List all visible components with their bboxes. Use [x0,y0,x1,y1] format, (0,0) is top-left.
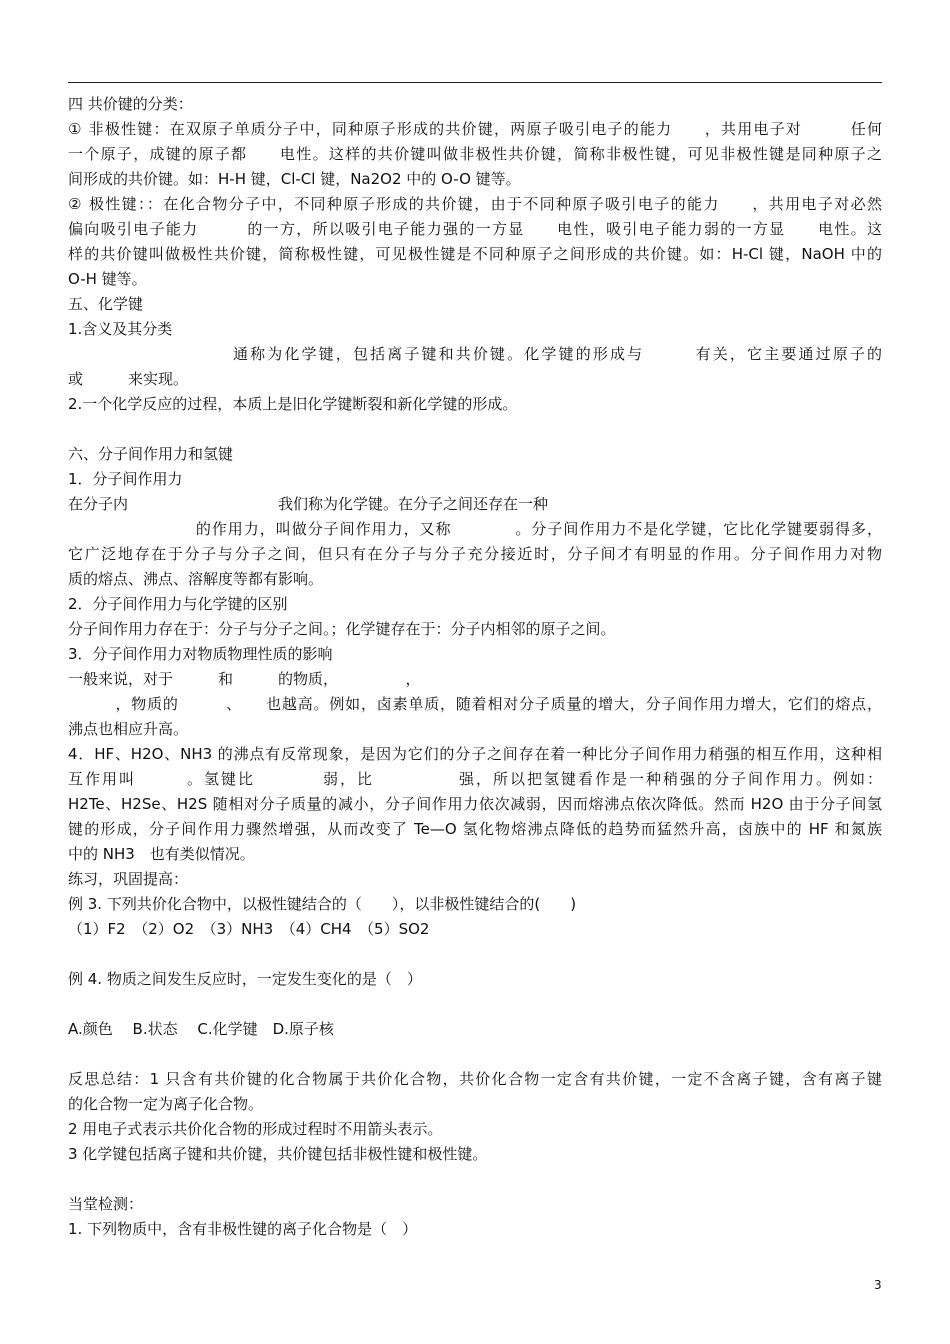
blank-line [68,1042,882,1067]
text-line: 2.一个化学反应的过程，本质上是旧化学键断裂和新化学键的形成。 [68,395,518,413]
text-line: 间形成的共价键。如：H-H 键，Cl-Cl 键，Na2O2 中的 O-O 键等。 [68,170,521,188]
text-line: 1.含义及其分类 [68,320,173,338]
blank-line [68,942,882,967]
blank-line [68,992,882,1017]
blank-line [68,1167,882,1192]
text-line: 1. 下列物质中，含有非极性键的离子化合物是（ ） [68,1220,418,1238]
document-body [68,92,882,1242]
text-line: 当堂检测： [68,1195,144,1213]
text-line: 六、分子间作用力和氢键 [68,445,234,463]
text-line: 的化合物一定为离子化合物。 [68,1095,264,1113]
text-line: 4．HF、H2O、NH3 的沸点有反常现象，是因为它们的分子之间存在着一种比分子间作用力稍强的相互作用，这种相 [68,745,882,763]
text-line: 样的共价键叫做极性共价键，简称极性键，可见极性键是不同种原子之间形成的共价键。如：H-Cl 键，NaOH 中的 [68,245,882,263]
text-line: 中的 NH3 也有类似情况。 [68,845,255,863]
page-number: 3 [874,1278,882,1292]
text-line: 例 3. 下列共价化合物中，以极性键结合的（ ），以非极性键结合的( ) [68,895,577,913]
text-line: ② 极性键：：在化合物分子中，不同种原子形成的共价键，由于不同种原子吸引电子的能力 ，共用电子对必然 [68,195,882,213]
text-line: ① 非极性键：在双原子单质分子中，同种原子形成的共价键，两原子吸引电子的能力 ，共用电子对 任何 [68,120,882,138]
text-line: 2．分子间作用力与化学键的区别 [68,595,288,613]
text-line: 质的熔点、沸点、溶解度等都有影响。 [68,570,324,588]
text-line: 的作用力，叫做分子间作用力，又称 。分子间作用力不是化学键，它比化学键要弱得多， [68,520,882,538]
text-line: 一个原子，成键的原子都 电性。这样的共价键叫做非极性共价键，简称非极性键，可见非极性键是同种原子之 [68,145,882,163]
text-line: 练习，巩固提高： [68,870,189,888]
text-line: 四 共价键的分类： [68,95,193,113]
text-line: ，物质的 、 也越高。例如，卤素单质，随着相对分子质量的增大，分子间作用力增大，它们的熔点， [68,695,882,713]
text-line: O-H 键等。 [68,270,147,288]
text-line: 它广泛地存在于分子与分子之间，但只有在分子与分子充分接近时，分子间才有明显的作用。分子间作用力对物 [68,545,882,563]
text-line: 互作用叫 。氢键比 弱，比 强，所以把氢键看作是一种稍强的分子间作用力。例如： [68,770,882,788]
text-line: A.颜色 B.状态 C.化学键 D.原子核 [68,1020,334,1038]
text-line: H2Te、H2Se、H2S 随相对分子质量的减小，分子间作用力依次减弱，因而熔沸点依次降低。然而 H2O 由于分子间氢 [68,795,882,813]
text-line: 通称为化学键，包括离子键和共价键。化学键的形成与 有关，它主要通过原子的 [233,345,882,363]
text-line: 键的形成，分子间作用力骤然增强，从而改变了 Te—O 氢化物熔沸点降低的趋势而猛然升高，卤族中的 HF 和氮族 [68,820,882,838]
text-line: 偏向吸引电子能力 的一方，所以吸引电子能力强的一方显 电性，吸引电子能力弱的一方显 电性。这 [68,220,882,238]
blank-line [68,417,882,442]
text-line: 反思总结：1 只含有共价键的化合物属于共价化合物，共价化合物一定含有共价键，一定不含离子键，含有离子键 [68,1070,882,1088]
text-line: 沸点也相应升高。 [68,720,189,738]
text-line: 例 4. 物质之间发生反应时，一定发生变化的是（ ） [68,970,422,988]
text-line: 一般来说，对于 和 的物质， ， [68,670,421,688]
text-line: 或 来实现。 [68,370,189,388]
text-line: 在分子内 我们称为化学键。在分子之间还存在一种 [68,495,549,513]
text-line: 3．分子间作用力对物质物理性质的影响 [68,645,333,663]
text-line: 五、化学键 [68,295,144,313]
text-line: 3 化学键包括离子键和共价键，共价键包括非极性键和极性键。 [68,1145,488,1163]
header-rule [68,82,882,83]
text-line: （1）F2 （2）O2 （3）NH3 （4）CH4 （5）SO2 [68,920,430,938]
text-line: 2 用电子式表示共价化合物的形成过程时不用箭头表示。 [68,1120,443,1138]
text-line: 分子间作用力存在于：分子与分子之间。；化学键存在于：分子内相邻的原子之间。 [68,620,616,638]
text-line: 1．分子间作用力 [68,470,183,488]
